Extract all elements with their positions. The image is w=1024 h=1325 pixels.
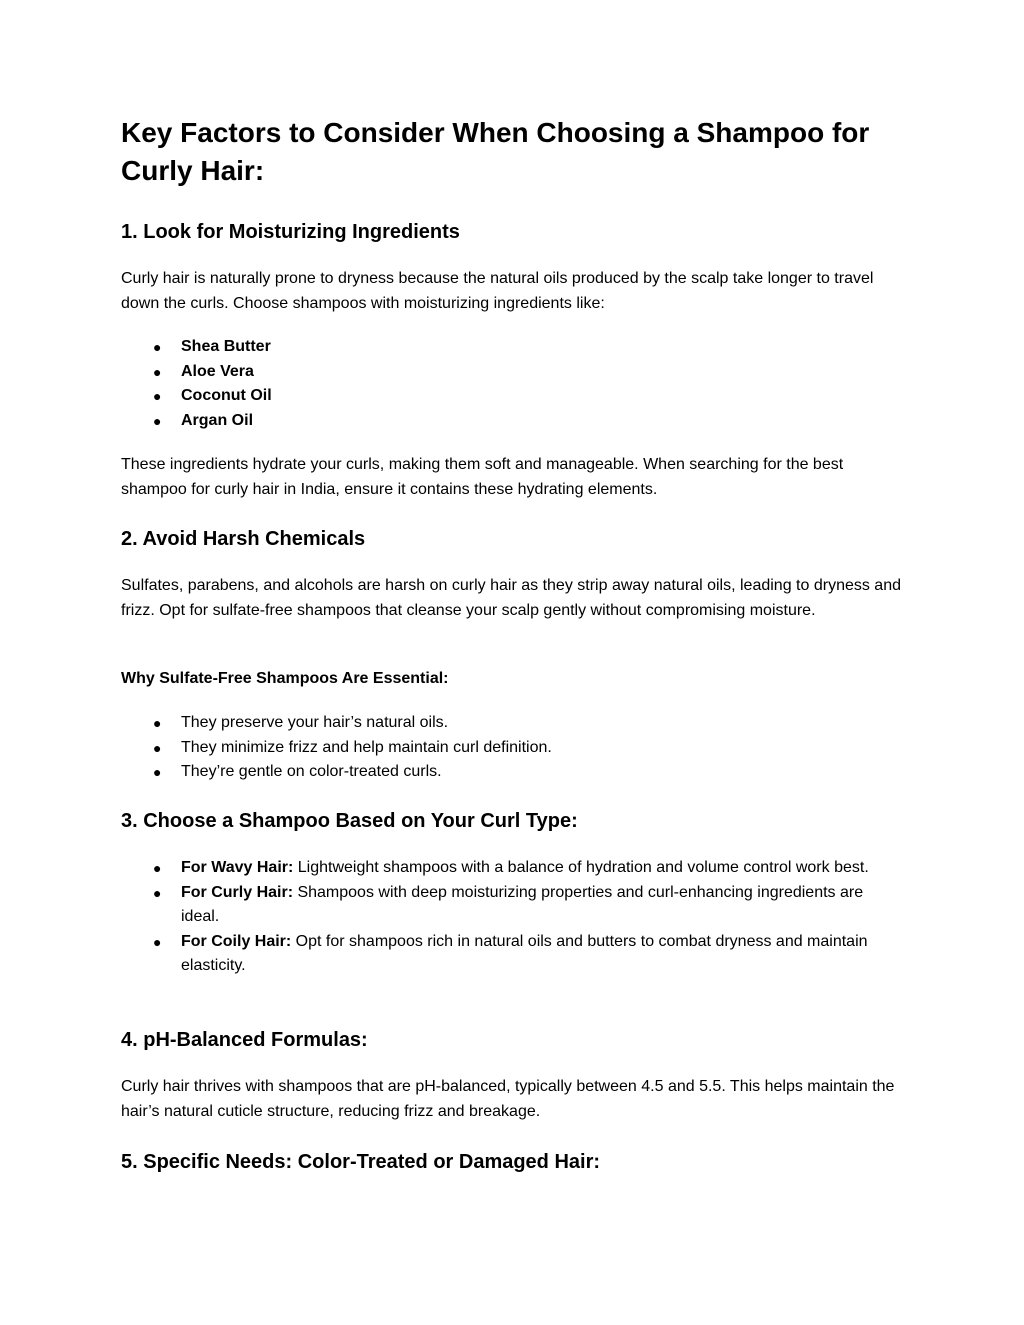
section-2-subheading: Why Sulfate-Free Shampoos Are Essential: <box>121 670 449 687</box>
bullet-icon: ● <box>153 764 162 780</box>
bullet-icon: ● <box>153 388 162 404</box>
curl-type-text: Lightweight shampoos with a balance of hydration and volume control work best. <box>293 859 869 876</box>
bullet-icon: ● <box>153 412 162 429</box>
bullet-icon: ● <box>153 715 162 731</box>
ingredient-label: Shea Butter <box>181 338 271 355</box>
section-2-heading: 2. Avoid Harsh Chemicals <box>121 528 366 550</box>
benefit-text: They preserve your hair’s natural oils. <box>181 714 449 731</box>
benefit-text: They minimize frizz and help maintain curl definition. <box>181 738 552 756</box>
list-item <box>121 856 901 881</box>
list-item <box>121 384 911 409</box>
bullet-icon: ● <box>153 363 162 380</box>
bullet-icon: ● <box>153 739 162 756</box>
list-item <box>121 360 911 385</box>
list-item <box>121 760 911 785</box>
bullet-icon: ● <box>153 933 162 950</box>
ingredient-label: Argan Oil <box>181 411 254 429</box>
section-4-intro: Curly hair thrives with shampoos that are pH-balanced, typically between 4.5 and 5.5. This helps maintain the hair’s natural cuticle structure, reducing frizz and breakage. <box>121 1078 895 1120</box>
section-1-heading: 1. Look for Moisturizing Ingredients <box>121 221 460 243</box>
curl-type-text: Opt for shampoos rich in natural oils and butters to combat dryness and maintain elasticity. <box>181 932 868 974</box>
list-item <box>121 711 911 736</box>
section-1-outro: These ingredients hydrate your curls, making them soft and manageable. When searching for the best shampoo for curly hair in India, ensure it contains these hydrating elements. <box>121 456 844 498</box>
section-1-intro: Curly hair is naturally prone to dryness because the natural oils produced by the scalp take longer to travel down the curls. Choose shampoos with moisturizing ingredients like: <box>121 270 874 312</box>
ingredient-label: Aloe Vera <box>181 362 254 380</box>
section-4-heading: 4. pH-Balanced Formulas: <box>121 1029 368 1051</box>
curl-type-label: For Coily Hair: <box>181 932 292 950</box>
list-item <box>121 736 911 761</box>
section-5-heading: 5. Specific Needs: Color-Treated or Damaged Hair: <box>121 1151 601 1173</box>
bullet-icon: ● <box>153 339 162 355</box>
ingredient-label: Coconut Oil <box>181 387 272 404</box>
bullet-icon: ● <box>153 884 162 901</box>
list-item <box>121 930 901 979</box>
curl-type-list <box>121 856 901 979</box>
section-3-heading: 3. Choose a Shampoo Based on Your Curl Type: <box>121 810 578 832</box>
curl-type-label: For Curly Hair: <box>181 883 294 901</box>
curl-type-label: For Wavy Hair: <box>181 859 294 876</box>
ingredients-list <box>121 335 911 433</box>
benefit-text: They’re gentle on color-treated curls. <box>181 763 442 780</box>
bullet-icon: ● <box>153 860 162 876</box>
curl-type-text: Shampoos with deep moisturizing properties and curl-enhancing ingredients are ideal. <box>181 883 864 925</box>
section-2-intro: Sulfates, parabens, and alcohols are harsh on curly hair as they strip away natural oils, leading to dryness and frizz. Opt for sulfate-free shampoos that cleanse your scalp gently without compromising moisture. <box>121 577 901 619</box>
list-item <box>121 335 911 360</box>
page-title: Key Factors to Consider When Choosing a Shampoo for Curly Hair: <box>121 117 870 186</box>
sulfate-free-benefits-list <box>121 711 911 785</box>
list-item <box>121 409 911 434</box>
list-item <box>121 881 901 930</box>
